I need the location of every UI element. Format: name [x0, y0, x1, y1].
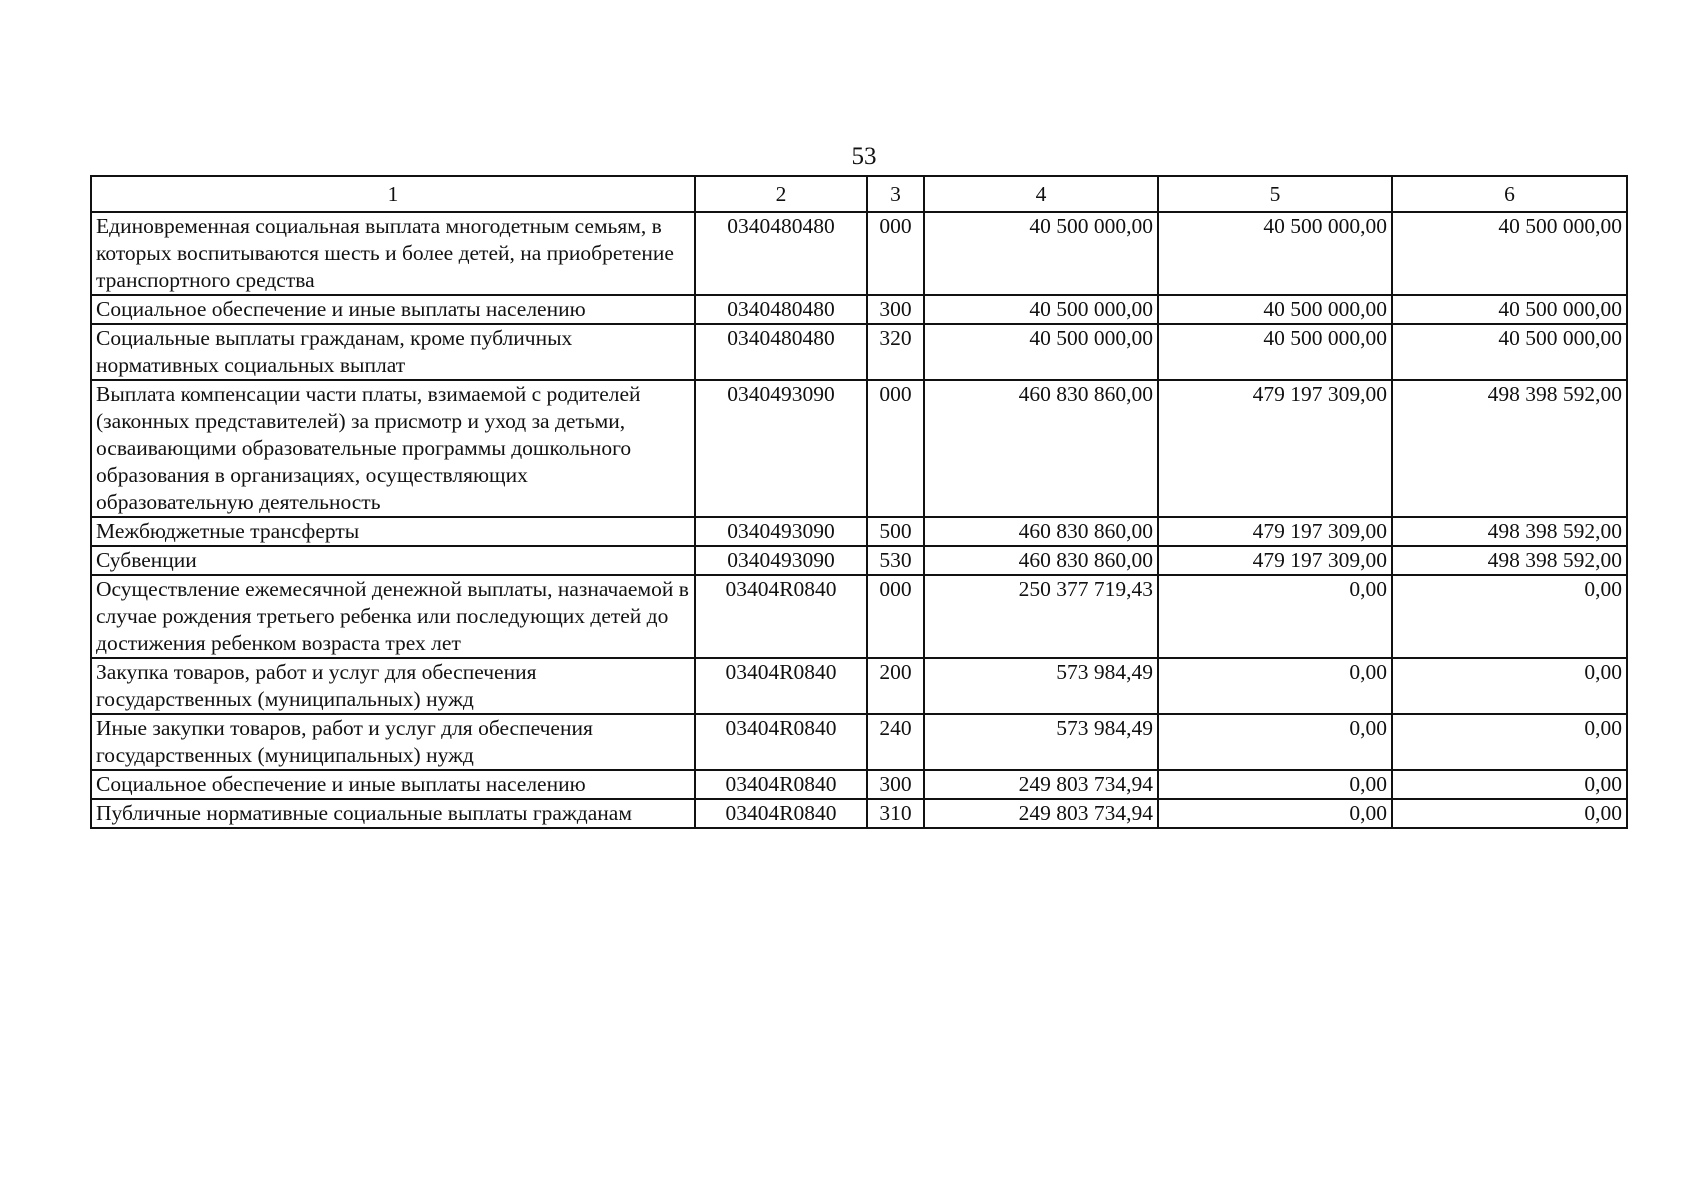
row-target-code: 03404R0840 — [695, 658, 867, 714]
row-amount-col4: 250 377 719,43 — [924, 575, 1158, 658]
row-expense-kind: 300 — [867, 295, 924, 324]
row-amount-col6: 498 398 592,00 — [1392, 546, 1627, 575]
row-amount-col5: 40 500 000,00 — [1158, 295, 1392, 324]
row-amount-col6: 40 500 000,00 — [1392, 295, 1627, 324]
row-expense-kind: 320 — [867, 324, 924, 380]
row-amount-col6: 40 500 000,00 — [1392, 212, 1627, 295]
row-amount-col6: 0,00 — [1392, 714, 1627, 770]
row-name: Осуществление ежемесячной денежной выплаты, назначаемой в случае рождения третьего ребенка или последующих детей до достижения ребенком возраста трех лет — [91, 575, 695, 658]
row-target-code: 03404R0840 — [695, 575, 867, 658]
row-amount-col6: 40 500 000,00 — [1392, 324, 1627, 380]
row-name: Субвенции — [91, 546, 695, 575]
row-name: Социальное обеспечение и иные выплаты населению — [91, 770, 695, 799]
table-row — [91, 770, 1627, 799]
row-amount-col5: 479 197 309,00 — [1158, 380, 1392, 517]
table-row — [91, 546, 1627, 575]
row-amount-col5: 479 197 309,00 — [1158, 546, 1392, 575]
row-expense-kind: 000 — [867, 212, 924, 295]
row-name: Закупка товаров, работ и услуг для обеспечения государственных (муниципальных) нужд — [91, 658, 695, 714]
row-name: Единовременная социальная выплата многодетным семьям, в которых воспитываются шесть и более детей, на приобретение транспортного средства — [91, 212, 695, 295]
row-name: Выплата компенсации части платы, взимаемой с родителей (законных представителей) за присмотр и уход за детьми, осваивающими образовательные программы дошкольного образования в организациях, осуществляющих образовательную деятельность — [91, 380, 695, 517]
row-expense-kind: 500 — [867, 517, 924, 546]
row-name: Публичные нормативные социальные выплаты гражданам — [91, 799, 695, 828]
row-target-code: 03404R0840 — [695, 799, 867, 828]
row-expense-kind: 000 — [867, 380, 924, 517]
row-target-code: 03404R0840 — [695, 770, 867, 799]
column-header-4: 4 — [924, 176, 1158, 212]
table-row — [91, 324, 1627, 380]
row-name: Социальные выплаты гражданам, кроме публичных нормативных социальных выплат — [91, 324, 695, 380]
row-target-code: 0340493090 — [695, 380, 867, 517]
table-row — [91, 380, 1627, 517]
row-amount-col5: 0,00 — [1158, 658, 1392, 714]
page-number: 53 — [851, 143, 877, 170]
row-amount-col5: 0,00 — [1158, 714, 1392, 770]
row-amount-col5: 40 500 000,00 — [1158, 324, 1392, 380]
row-name: Межбюджетные трансферты — [91, 517, 695, 546]
row-expense-kind: 000 — [867, 575, 924, 658]
row-amount-col4: 249 803 734,94 — [924, 799, 1158, 828]
row-amount-col4: 40 500 000,00 — [924, 324, 1158, 380]
budget-table — [90, 175, 1628, 829]
row-name: Социальное обеспечение и иные выплаты населению — [91, 295, 695, 324]
column-header-1: 1 — [91, 176, 695, 212]
table-row — [91, 295, 1627, 324]
row-amount-col6: 0,00 — [1392, 658, 1627, 714]
table-row — [91, 714, 1627, 770]
row-target-code: 03404R0840 — [695, 714, 867, 770]
row-expense-kind: 310 — [867, 799, 924, 828]
row-amount-col4: 573 984,49 — [924, 714, 1158, 770]
column-header-6: 6 — [1392, 176, 1627, 212]
row-target-code: 0340493090 — [695, 517, 867, 546]
table-header-row — [91, 176, 1627, 212]
row-expense-kind: 200 — [867, 658, 924, 714]
row-name: Иные закупки товаров, работ и услуг для обеспечения государственных (муниципальных) нужд — [91, 714, 695, 770]
row-amount-col4: 573 984,49 — [924, 658, 1158, 714]
row-target-code: 0340480480 — [695, 212, 867, 295]
row-expense-kind: 530 — [867, 546, 924, 575]
row-amount-col4: 40 500 000,00 — [924, 295, 1158, 324]
row-amount-col4: 249 803 734,94 — [924, 770, 1158, 799]
row-amount-col5: 0,00 — [1158, 770, 1392, 799]
row-amount-col6: 498 398 592,00 — [1392, 380, 1627, 517]
table-row — [91, 212, 1627, 295]
row-amount-col5: 479 197 309,00 — [1158, 517, 1392, 546]
row-amount-col4: 460 830 860,00 — [924, 546, 1158, 575]
column-header-2: 2 — [695, 176, 867, 212]
row-amount-col4: 460 830 860,00 — [924, 380, 1158, 517]
row-amount-col6: 0,00 — [1392, 575, 1627, 658]
row-amount-col6: 0,00 — [1392, 770, 1627, 799]
table-row — [91, 517, 1627, 546]
table-row — [91, 799, 1627, 828]
table-row — [91, 575, 1627, 658]
row-target-code: 0340480480 — [695, 324, 867, 380]
row-target-code: 0340493090 — [695, 546, 867, 575]
column-header-5: 5 — [1158, 176, 1392, 212]
row-amount-col4: 40 500 000,00 — [924, 212, 1158, 295]
row-target-code: 0340480480 — [695, 295, 867, 324]
table-row — [91, 658, 1627, 714]
row-amount-col5: 0,00 — [1158, 575, 1392, 658]
row-amount-col5: 0,00 — [1158, 799, 1392, 828]
row-amount-col5: 40 500 000,00 — [1158, 212, 1392, 295]
row-expense-kind: 240 — [867, 714, 924, 770]
row-amount-col4: 460 830 860,00 — [924, 517, 1158, 546]
column-header-3: 3 — [867, 176, 924, 212]
row-expense-kind: 300 — [867, 770, 924, 799]
row-amount-col6: 0,00 — [1392, 799, 1627, 828]
row-amount-col6: 498 398 592,00 — [1392, 517, 1627, 546]
